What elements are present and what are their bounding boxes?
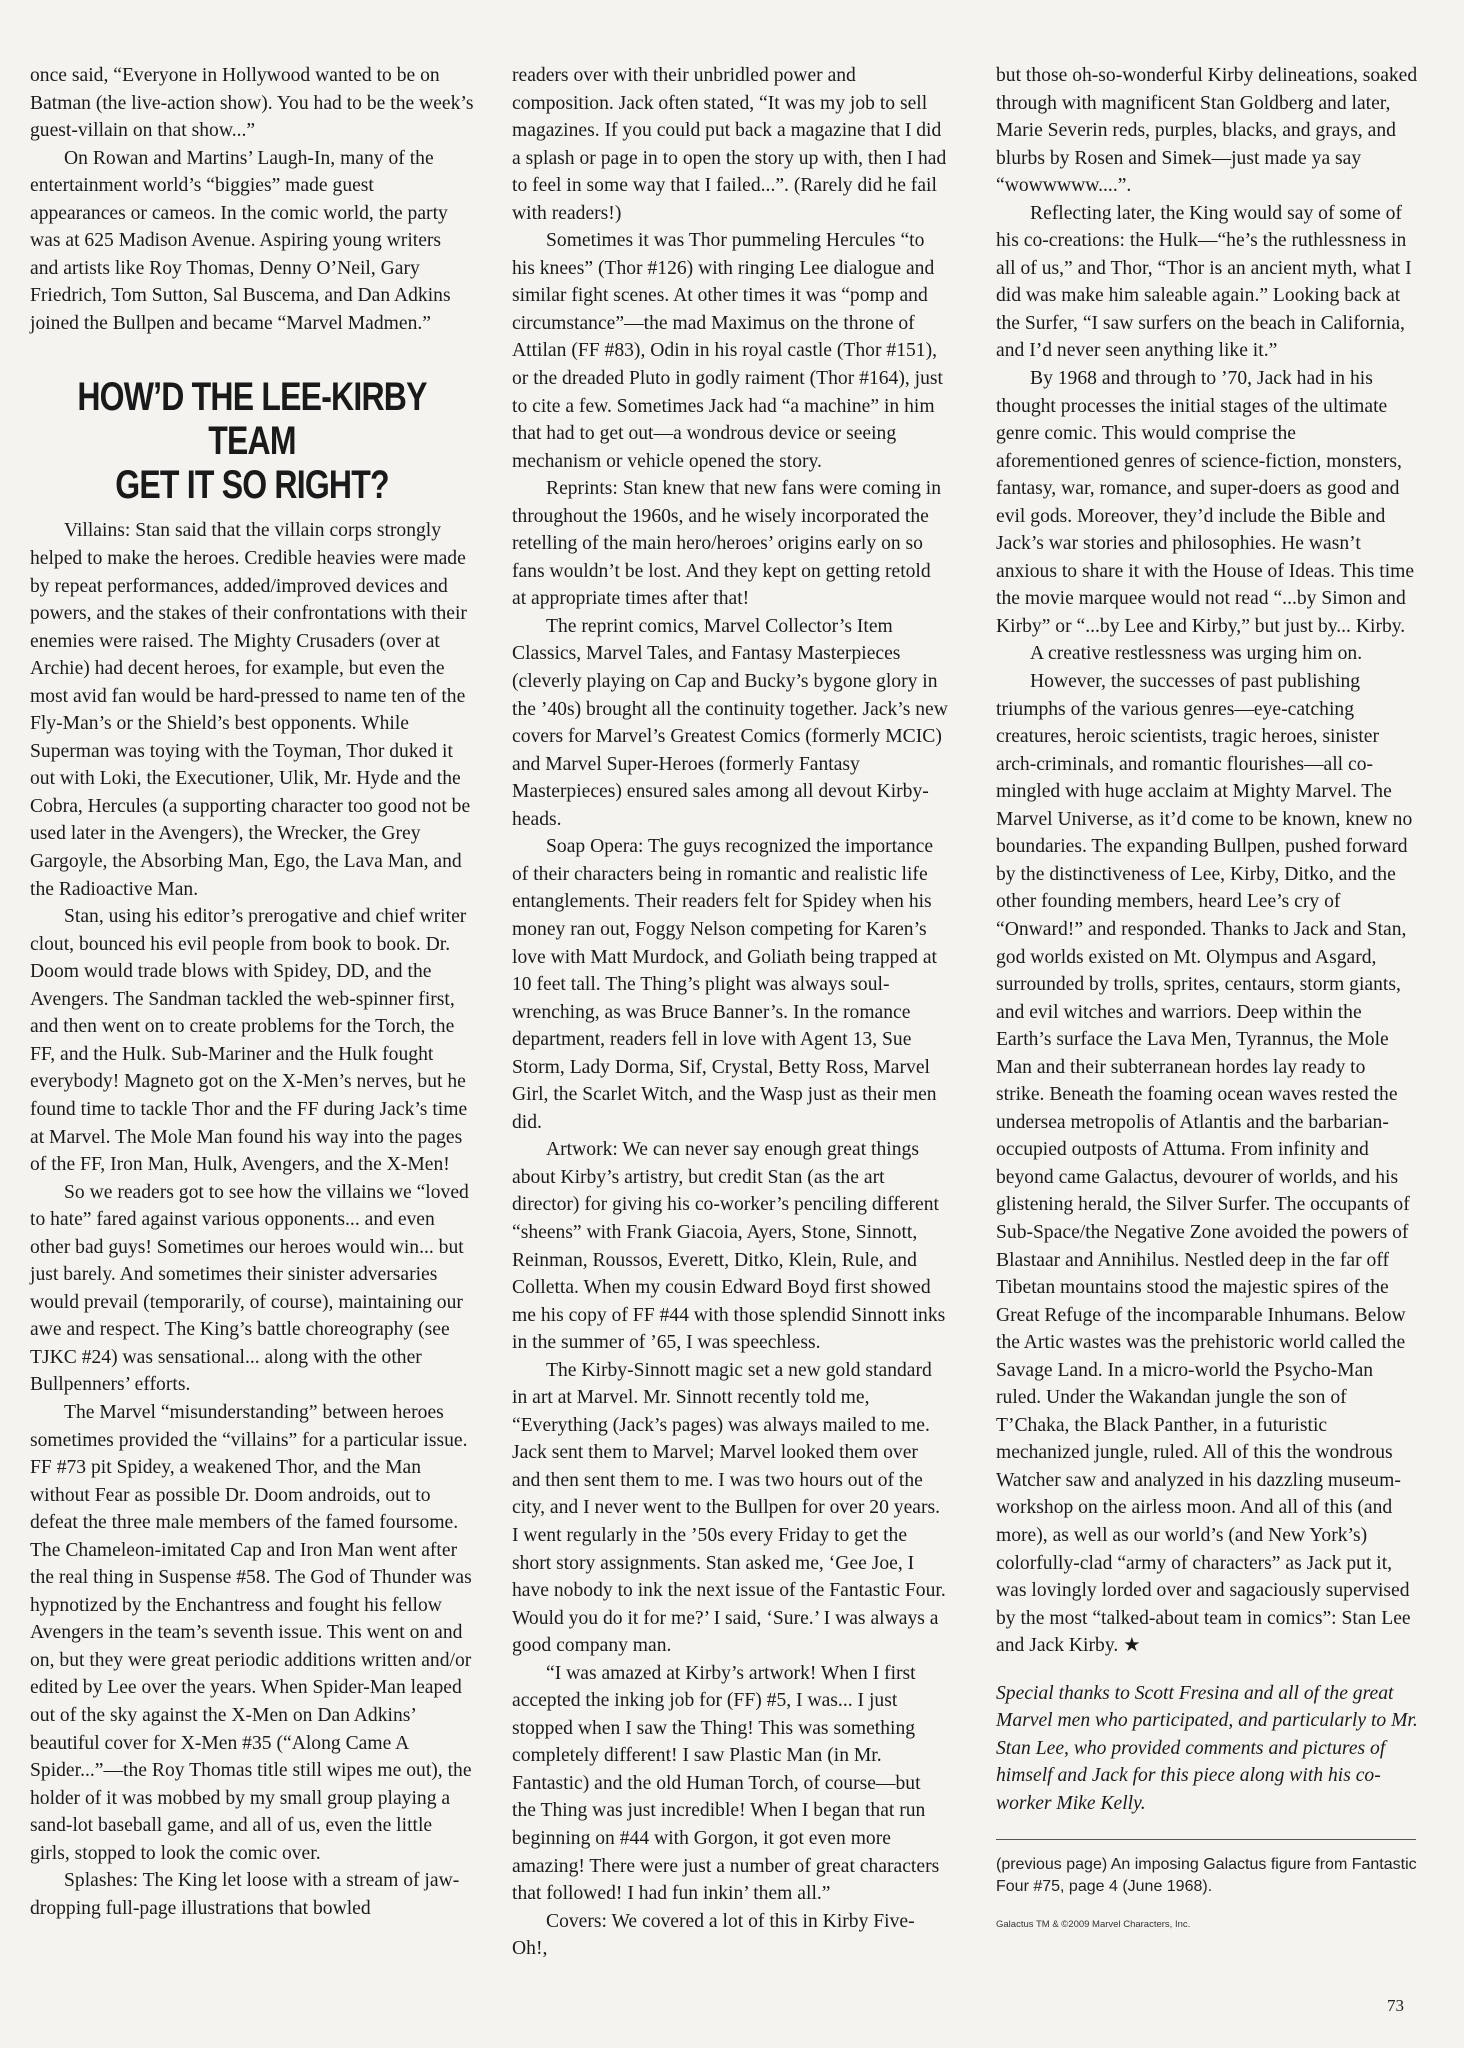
paragraph: A creative restlessness was urging him on. bbox=[1030, 643, 1363, 665]
paragraph: Villains: Stan said that the villain corps strongly helped to make the heroes. Credible heavies were made by repeat performances, added/improved devices and powers, and the stakes of their confrontations with their enemies were raised. The Mighty Crusaders (over at Archie) had decent heroes, for example, but even the most avid fan would be hard-pressed to name ten of the Fly-Man’s or the Shield’s best opponents. While Superman was toying with the Toyman, Thor duked it out with Loki, the Executioner, Ulik, Mr. Hyde and the Cobra, Hercules (a supporting character too good not be used later in the Avengers), the Wrecker, the Grey Gargoyle, the Absorbing Man, Ego, the Lava Man, and the Radioactive Man. bbox=[30, 520, 471, 900]
paragraph: The Marvel “misunderstanding” between heroes sometimes provided the “villains” for a particular issue. FF #73 pit Spidey, a weakened Thor, and the Man without Fear as possible Dr. Doom androids, out to defeat the three male members of the famed foursome. The Chameleon-imitated Cap and Iron Man went after the real thing in Suspense #58. The God of Thunder was hypnotized by the Enchantress and fought his fellow Avengers in the team’s seventh issue. This went on and on, but they were great periodic additions written and/or edited by Lee over the years. When Spider-Man leaped out of the sky against the X-Men on Dan Adkins’ beautiful cover for X-Men #35 (“Along Came A Spider...”—the Roy Thomas title still wipes me out), the holder of it was mobbed by my small group playing a sand-lot baseball game, and all of us, even the little girls, stopped to look the comic over. bbox=[30, 1401, 472, 1864]
column-1 bbox=[30, 62, 474, 1922]
divider bbox=[996, 1839, 1416, 1840]
paragraph: readers over with their unbridled power and composition. Jack often stated, “It was my job to sell magazines. If you could put back a magazine that I did a splash or page in to open the story up with, then I had to feel in some way that I failed...”. (Rarely did he fail with readers!) bbox=[512, 65, 947, 224]
column-3 bbox=[996, 62, 1418, 1932]
copyright-notice: Galactus TM & ©2009 Marvel Characters, Inc. bbox=[996, 1919, 1191, 1931]
paragraph: Soap Opera: The guys recognized the importance of their characters being in romantic and realistic life entanglements. Their readers felt for Spidey when his money ran out, Foggy Nelson competing for Karen’s love with Matt Murdock, and Goliath being trapped at 10 feet tall. The Thing’s plight was always soul-wrenching, as was Bruce Banner’s. In the romance department, readers fell in love with Agent 13, Sue Storm, Lady Dorma, Sif, Crystal, Betty Ross, Marvel Girl, the Scarlet Witch, and the Wasp just as their men did. bbox=[512, 836, 937, 1133]
paragraph: Splashes: The King let loose with a stream of jaw-dropping full-page illustrations that bowled bbox=[30, 1870, 460, 1919]
column-2 bbox=[512, 62, 948, 1963]
image-caption bbox=[996, 1854, 1418, 1898]
paragraph: but those oh-so-wonderful Kirby delineations, soaked through with magnificent Stan Goldberg and later, Marie Severin reds, purples, blacks, and grays, and blurbs by Rosen and Simek—just made ya say “wowwwww....”. bbox=[996, 65, 1418, 197]
paragraph: “I was amazed at Kirby’s artwork! When I first accepted the inking job for (FF) #5, I was... I just stopped when I saw the Thing! This was something completely different! I saw Plastic Man (in Mr. Fantastic) and the old Human Torch, of course—but the Thing was just incredible! When I began that run beginning on #44 with Gorgon, it got even more amazing! There were just a number of great characters that followed! I had fun inkin’ them all.” bbox=[512, 1662, 940, 1905]
paragraph: Stan, using his editor’s prerogative and chief writer clout, bounced his evil people from book to book. Dr. Doom would trade blows with Spidey, DD, and the Avengers. The Sandman tackled the web-spinner first, and then went on to create problems for the Torch, the FF, and the Hulk. Sub-Mariner and the Hulk fought everybody! Magneto got on the X-Men’s nerves, but he found time to tackle Thor and the FF during Jack’s time at Marvel. The Mole Man found his way into the pages of the FF, Iron Man, Hulk, Avengers, and the X-Men! bbox=[30, 906, 468, 1176]
heading-line: HOW’D THE LEE-KIRBY TEAM bbox=[77, 375, 427, 464]
special-thanks-text: Special thanks to Scott Fresina and all of the great Marvel men who participated, and particularly to Mr. Stan Lee, who provided comments and pictures of himself and Jack for this piece along with his co-worker Mike Kelly. bbox=[996, 1682, 1418, 1814]
page-number: 73 bbox=[1387, 1996, 1404, 2015]
caption-text: (previous page) An imposing Galactus figure from Fantastic Four #75, page 4 (June 1968). bbox=[996, 1856, 1417, 1896]
paragraph: Reprints: Stan knew that new fans were coming in throughout the 1960s, and he wisely incorporated the retelling of the main hero/heroes’ origins early on so fans wouldn’t be lost. And they kept on getting retold at appropriate times after that! bbox=[512, 478, 942, 610]
section-heading bbox=[74, 375, 429, 507]
paragraph: However, the successes of past publishing triumphs of the various genres—eye-catching creatures, heroic scientists, tragic heroes, sinister arch-criminals, and romantic flourishes—all co-mingled with huge acclaim at Mighty Marvel. The Marvel Universe, as it’d come to be known, knew no boundaries. The expanding Bullpen, pushed forward by the distinctiveness of Lee, Kirby, Ditko, and the other founding members, heard Lee’s cry of “Onward!” and responded. Thanks to Jack and Stan, god worlds existed on Mt. Olympus and Asgard, surrounded by trolls, sprites, centaurs, storm giants, and evil witches and warriors. Deep within the Earth’s surface the Lava Men, Tyrannus, the Mole Man and their subterranean hordes lay ready to strike. Beneath the foaming ocean waves rested the undersea metropolis of Atlantis and the barbarian-occupied outposts of Attuma. From infinity and beyond came Galactus, devourer of worlds, and his glistening herald, the Silver Surfer. The occupants of Sub-Space/the Negative Zone avoided the powers of Blastaar and Annihilus. Nestled deep in the far off Tibetan mountains stood the majestic spires of the Great Refuge of the incomparable Inhumans. Below the Artic wastes was the prehistoric world called the Savage Land. In a micro-world the Psycho-Man ruled. Under the Wakandan jungle the son of T’Chaka, the Black Panther, in a futuristic mechanized jungle, ruled. All of this the wondrous Watcher saw and analyzed in his dazzling museum-workshop on the airless moon. And all of this (and more), as well as our world’s (and New York’s) colorfully-clad “army of characters” as Jack put it, was lovingly lorded over and sagaciously supervised by the most “talked-about team in comics”: Stan Lee and Jack Kirby. ★ bbox=[996, 671, 1413, 1657]
paragraph: Covers: We covered a lot of this in Kirby Five-Oh!, bbox=[512, 1910, 915, 1960]
paragraph: once said, “Everyone in Hollywood wanted to be on Batman (the live-action show). You had to be the week’s guest-villain on that show...” bbox=[30, 65, 474, 142]
paragraph: By 1968 and through to ’70, Jack had in his thought processes the initial stages of the ultimate genre comic. This would comprise the aforementioned genres of science-fiction, monsters, fantasy, war, romance, and super-doers as good and evil gods. Moreover, they’d include the Bible and Jack’s war stories and philosophies. He wasn’t anxious to share it with the House of Ideas. This time the movie marquee would not read “...by Simon and Kirby” or “...by Lee and Kirby,” but just by... Kirby. bbox=[996, 368, 1415, 637]
special-thanks bbox=[996, 1680, 1418, 1818]
paragraph: On Rowan and Martins’ Laugh-In, many of the entertainment world’s “biggies” made guest appearances or cameos. In the comic world, the party was at 625 Madison Avenue. Aspiring young writers and artists like Roy Thomas, Denny O’Neil, Gary Friedrich, Tom Sutton, Sal Buscema, and Dan Adkins joined the Bullpen and became “Marvel Madmen.” bbox=[30, 147, 451, 334]
paragraph: The Kirby-Sinnott magic set a new gold standard in art at Marvel. Mr. Sinnott recently told me, “Everything (Jack’s pages) was always mailed to me. Jack sent them to Marvel; Marvel looked them over and then sent them to me. I was two hours out of the city, and I never went to the Bullpen for over 20 years. I went regularly in the ’50s every Friday to get the short story assignments. Stan asked me, ‘Gee Joe, I have nobody to ink the next issue of the Fantastic Four. Would you do it for me?’ I said, ‘Sure.’ I was always a good company man. bbox=[512, 1359, 946, 1657]
paragraph: Sometimes it was Thor pummeling Hercules “to his knees” (Thor #126) with ringing Lee dialogue and similar fight scenes. At other times it was “pomp and circumstance”—the mad Maximus on the throne of Attilan (FF #83), Odin in his royal castle (Thor #151), or the dreaded Pluto in godly raiment (Thor #164), just to cite a few. Sometimes Jack had “a machine” in him that had to get out—a wondrous device or seeing mechanism or vehicle opened the story. bbox=[512, 230, 943, 472]
paragraph: The reprint comics, Marvel Collector’s Item Classics, Marvel Tales, and Fantasy Masterpieces (cleverly playing on Cap and Bucky’s bygone glory in the ’40s) brought all the continuity together. Jack’s new covers for Marvel’s Greatest Comics (formerly MCIC) and Marvel Super-Heroes (formerly Fantasy Masterpieces) ensured sales among all devout Kirby-heads. bbox=[512, 615, 948, 830]
heading-line: GET IT SO RIGHT? bbox=[115, 463, 389, 508]
paragraph: Artwork: We can never say enough great things about Kirby’s artistry, but credit Stan (as the art director) for giving his co-worker’s penciling different “sheens” with Frank Giacoia, Ayers, Stone, Sinnott, Reinman, Roussos, Everett, Ditko, Klein, Rule, and Colletta. When my cousin Edward Boyd first showed me his copy of FF #44 with those splendid Sinnott inks in the summer of ’65, I was speechless. bbox=[512, 1139, 946, 1354]
paragraph: Reflecting later, the King would say of some of his co-creations: the Hulk—“he’s the ruthlessness in all of us,” and Thor, “Thor is an ancient myth, what I did was make him saleable again.” Looking back at the Surfer, “I saw surfers on the beach in California, and I’d never seen anything like it.” bbox=[996, 202, 1412, 362]
paragraph: So we readers got to see how the villains we “loved to hate” fared against various opponents... and even other bad guys! Sometimes our heroes would win... but just barely. And sometimes their sinister adversaries would prevail (temporarily, of course), maintaining our awe and respect. The King’s battle choreography (see TJKC #24) was sensational... along with the other Bullpenners’ efforts. bbox=[30, 1181, 469, 1396]
